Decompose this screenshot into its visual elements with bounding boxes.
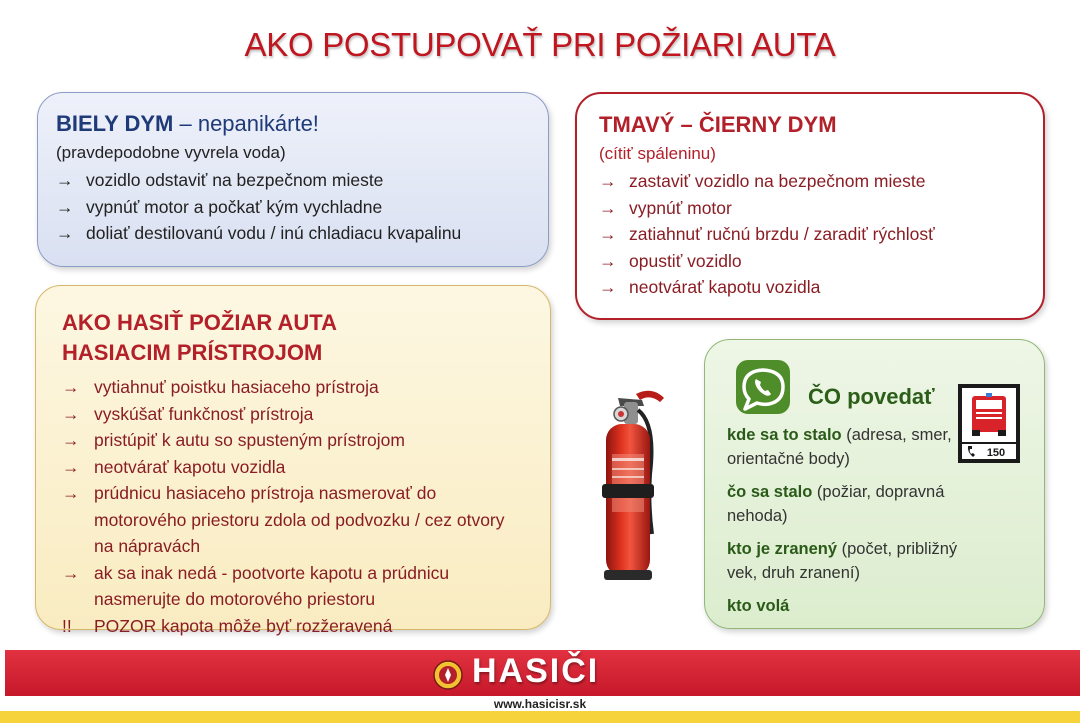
- list-item: [56, 167, 530, 194]
- call-item-bold: čo: [727, 483, 747, 501]
- list-item: [56, 220, 530, 247]
- arrow-icon: →: [599, 171, 617, 191]
- arrow-icon: →: [62, 403, 80, 424]
- call-item: [727, 538, 962, 585]
- list-item: [62, 427, 524, 454]
- call-item-mid: sa to stalo: [755, 426, 842, 444]
- dark-smoke-box: [575, 92, 1045, 320]
- list-item-text: prúdnicu hasiaceho prístroja nasmerovať do motorového priestoru zdola od podvozku / cez otvory na nápravách: [94, 483, 505, 556]
- list-item-text: ak sa inak nedá - pootvorte kapotu a prúdnicu nasmerujte do motorového priestoru: [94, 562, 450, 609]
- white-smoke-list: [56, 167, 530, 247]
- list-item: [62, 480, 524, 560]
- list-item-text: opustiť vozidlo: [629, 250, 742, 271]
- list-item: [56, 194, 530, 221]
- firefighter-emblem-icon: [433, 660, 463, 690]
- list-item-text: vytiahnuť poistku hasiaceho prístroja: [94, 377, 379, 397]
- list-item-text: zatiahnuť ručnú brzdu / zaradiť rýchlosť: [629, 224, 935, 244]
- white-smoke-subtitle: (pravdepodobne vyvrela voda): [56, 143, 286, 162]
- list-item-text: vypnúť motor: [629, 197, 732, 218]
- call-item-bold: kto volá: [727, 597, 790, 615]
- website-link[interactable]: www.hasicisr.sk: [493, 697, 587, 711]
- arrow-icon: →: [62, 456, 80, 477]
- arrow-icon: →: [62, 483, 80, 503]
- dark-smoke-heading: TMAVÝ – ČIERNY DYM: [599, 112, 837, 137]
- emergency-number: 150: [986, 447, 1006, 459]
- list-item-text: neotvárať kapotu vozidla: [94, 456, 286, 477]
- arrow-icon: →: [599, 250, 617, 271]
- list-item-text: doliať destilovanú vodu / inú chladiacu kvapalinu: [86, 223, 462, 243]
- arrow-icon: →: [599, 277, 617, 297]
- footer-yellow-band: [0, 711, 1080, 723]
- arrow-icon: →: [56, 170, 74, 190]
- warning-icon: !!: [62, 615, 72, 636]
- call-item: [727, 481, 962, 528]
- arrow-icon: →: [62, 430, 80, 450]
- list-item: [62, 401, 524, 428]
- list-item: [599, 221, 1021, 248]
- call-item-bold: kde: [727, 426, 756, 444]
- list-item-text: vyskúšať funkčnosť prístroja: [94, 403, 314, 424]
- arrow-icon: →: [599, 224, 617, 244]
- call-item-bold: kto je zranený: [727, 540, 838, 558]
- white-smoke-heading: [56, 111, 530, 137]
- warning-item: [62, 613, 524, 640]
- call-title: ČO povedať: [808, 384, 935, 409]
- arrow-icon: →: [56, 196, 74, 217]
- arrow-icon: →: [62, 562, 80, 583]
- extinguisher-heading: [62, 308, 524, 368]
- dark-smoke-subtitle: (cítiť spáleninu): [599, 144, 716, 163]
- list-item-text: vypnúť motor a počkať kým vychladne: [86, 196, 383, 217]
- white-smoke-heading-rest: – nepanikárte!: [173, 111, 319, 136]
- dark-smoke-list: [599, 168, 1021, 301]
- white-smoke-box: [37, 92, 549, 267]
- list-item-text: neotvárať kapotu vozidla: [629, 277, 821, 297]
- call-item: [727, 595, 962, 619]
- extinguisher-heading-line2: HASIACIM PRÍSTROJOM: [62, 340, 323, 365]
- emergency-call-box: [704, 339, 1045, 629]
- list-item: [599, 195, 1021, 222]
- call-item-rest: (adresa, smer, orientačné body): [727, 426, 952, 468]
- call-item-mid: sa stalo: [746, 483, 813, 501]
- arrow-icon: →: [56, 223, 74, 243]
- extinguisher-heading-line1: AKO HASIŤ POŽIAR AUTA: [62, 310, 337, 335]
- list-item-text: vozidlo odstaviť na bezpečnom mieste: [86, 170, 384, 190]
- phone-bubble-icon: [735, 359, 791, 415]
- list-item: [599, 248, 1021, 275]
- fire-extinguisher-icon: [590, 384, 670, 584]
- call-item-rest: (počet, približný vek, druh zranení): [727, 540, 958, 582]
- call-item: [727, 424, 962, 471]
- extinguisher-box: [35, 285, 551, 636]
- brand-logo: HASIČI: [472, 652, 600, 690]
- arrow-icon: →: [599, 197, 617, 218]
- warning-text: POZOR kapota môže byť rozžeravená: [94, 615, 393, 636]
- list-item: [62, 560, 524, 613]
- list-item: [599, 168, 1021, 195]
- call-item-rest: (požiar, dopravná nehoda): [727, 483, 945, 525]
- list-item: [62, 454, 524, 481]
- fire-truck-sign-icon: [958, 384, 1020, 463]
- call-instructions: [727, 424, 962, 629]
- list-item: [599, 274, 1021, 301]
- extinguisher-list: [62, 374, 524, 639]
- list-item-text: zastaviť vozidlo na bezpečnom mieste: [629, 171, 926, 191]
- white-smoke-heading-bold: BIELY DYM: [56, 111, 174, 136]
- list-item-text: pristúpiť k autu so spusteným prístrojom: [94, 430, 405, 450]
- page-title: AKO POSTUPOVAŤ PRI POŽIARI AUTA: [244, 26, 836, 63]
- arrow-icon: →: [62, 377, 80, 397]
- list-item: [62, 374, 524, 401]
